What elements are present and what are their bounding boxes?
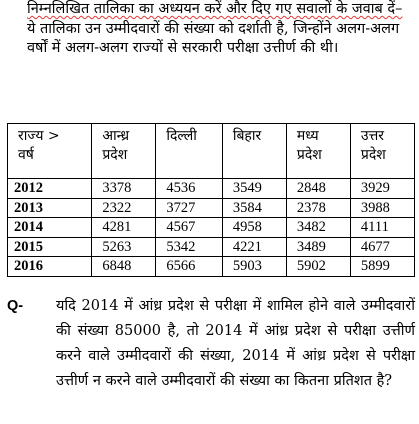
table-cell: 5899 [350,257,414,277]
table-cell: 3378 [92,179,156,199]
year-cell: 2012 [8,179,92,199]
table-row [8,198,415,218]
year-cell: 2014 [8,218,92,238]
table-cell: 3727 [156,198,222,218]
header-bihar [222,124,286,179]
header-line: प्रदेश [360,147,386,163]
corner-state-label: राज्य > [18,128,60,144]
header-line: आन्ध्र [102,128,130,144]
table-cell: 4958 [222,218,286,238]
intro-text [27,0,415,59]
table-cell: 4111 [350,218,414,238]
header-delhi [156,124,222,179]
corner-header [8,124,92,179]
header-line: मध्य [296,128,319,144]
table-cell: 3549 [222,179,286,199]
table-row [8,218,415,238]
table-cell: 3584 [222,198,286,218]
table-header-row [8,124,415,179]
table-cell: 5263 [92,237,156,257]
table-cell: 3489 [286,237,350,257]
header-line: प्रदेश [102,147,128,163]
table-cell: 4677 [350,237,414,257]
question-text: यदि 2014 में आंध्र प्रदेश से परीक्षा में शामिल होने वाले उम्मीदवारों की संख्या 85000 है, तो 2014 में आंध्र प्रदेश से परीक्षा उत्तीर्ण करने वाले उम्मीदवारों की संख्या, 2014 में आंध्र प्रदेश से परीक्षा उत्तीर्ण न करने वाले उम्मीदवारों की संख्या का कितना प्रतिशत है? [56,298,415,389]
table-cell: 5902 [286,257,350,277]
header-uttar-pradesh [350,124,414,179]
table-cell: 5903 [222,257,286,277]
table-cell: 2378 [286,198,350,218]
header-line: दिल्ली [166,128,197,144]
year-cell: 2015 [8,237,92,257]
table-cell: 3482 [286,218,350,238]
header-andhra-pradesh [92,124,156,179]
header-line: प्रदेश [296,147,322,163]
table-cell: 2322 [92,198,156,218]
table-cell: 4221 [222,237,286,257]
data-table [7,123,415,277]
table-row [8,179,415,199]
table-row [8,257,415,277]
table-cell: 5342 [156,237,222,257]
question-block [7,294,415,394]
header-line: बिहार [232,128,262,144]
table-cell: 4567 [156,218,222,238]
question-label: Q- [7,298,24,314]
table-description: ये तालिका उन उम्मीदवारों की संख्या को दर्शाती है, जिन्होंने अलग-अलग वर्षों में अलग-अलग राज्यों से सरकारी परीक्षा उत्तीर्ण की थी। [27,20,400,56]
table-cell: 6848 [92,257,156,277]
instruction-line: निम्नलिखित तालिका का अध्ययन करें और दिए गए सवालों के जवाब दें– [27,1,403,17]
table-cell: 2848 [286,179,350,199]
table-cell: 4281 [92,218,156,238]
table-row [8,237,415,257]
year-cell: 2013 [8,198,92,218]
header-line: उत्तर [360,128,384,144]
table-cell: 6566 [156,257,222,277]
table-cell: 3929 [350,179,414,199]
header-madhya-pradesh [286,124,350,179]
corner-year-label: वर्ष [18,147,34,163]
year-cell: 2016 [8,257,92,277]
table-cell: 3988 [350,198,414,218]
table-cell: 4536 [156,179,222,199]
